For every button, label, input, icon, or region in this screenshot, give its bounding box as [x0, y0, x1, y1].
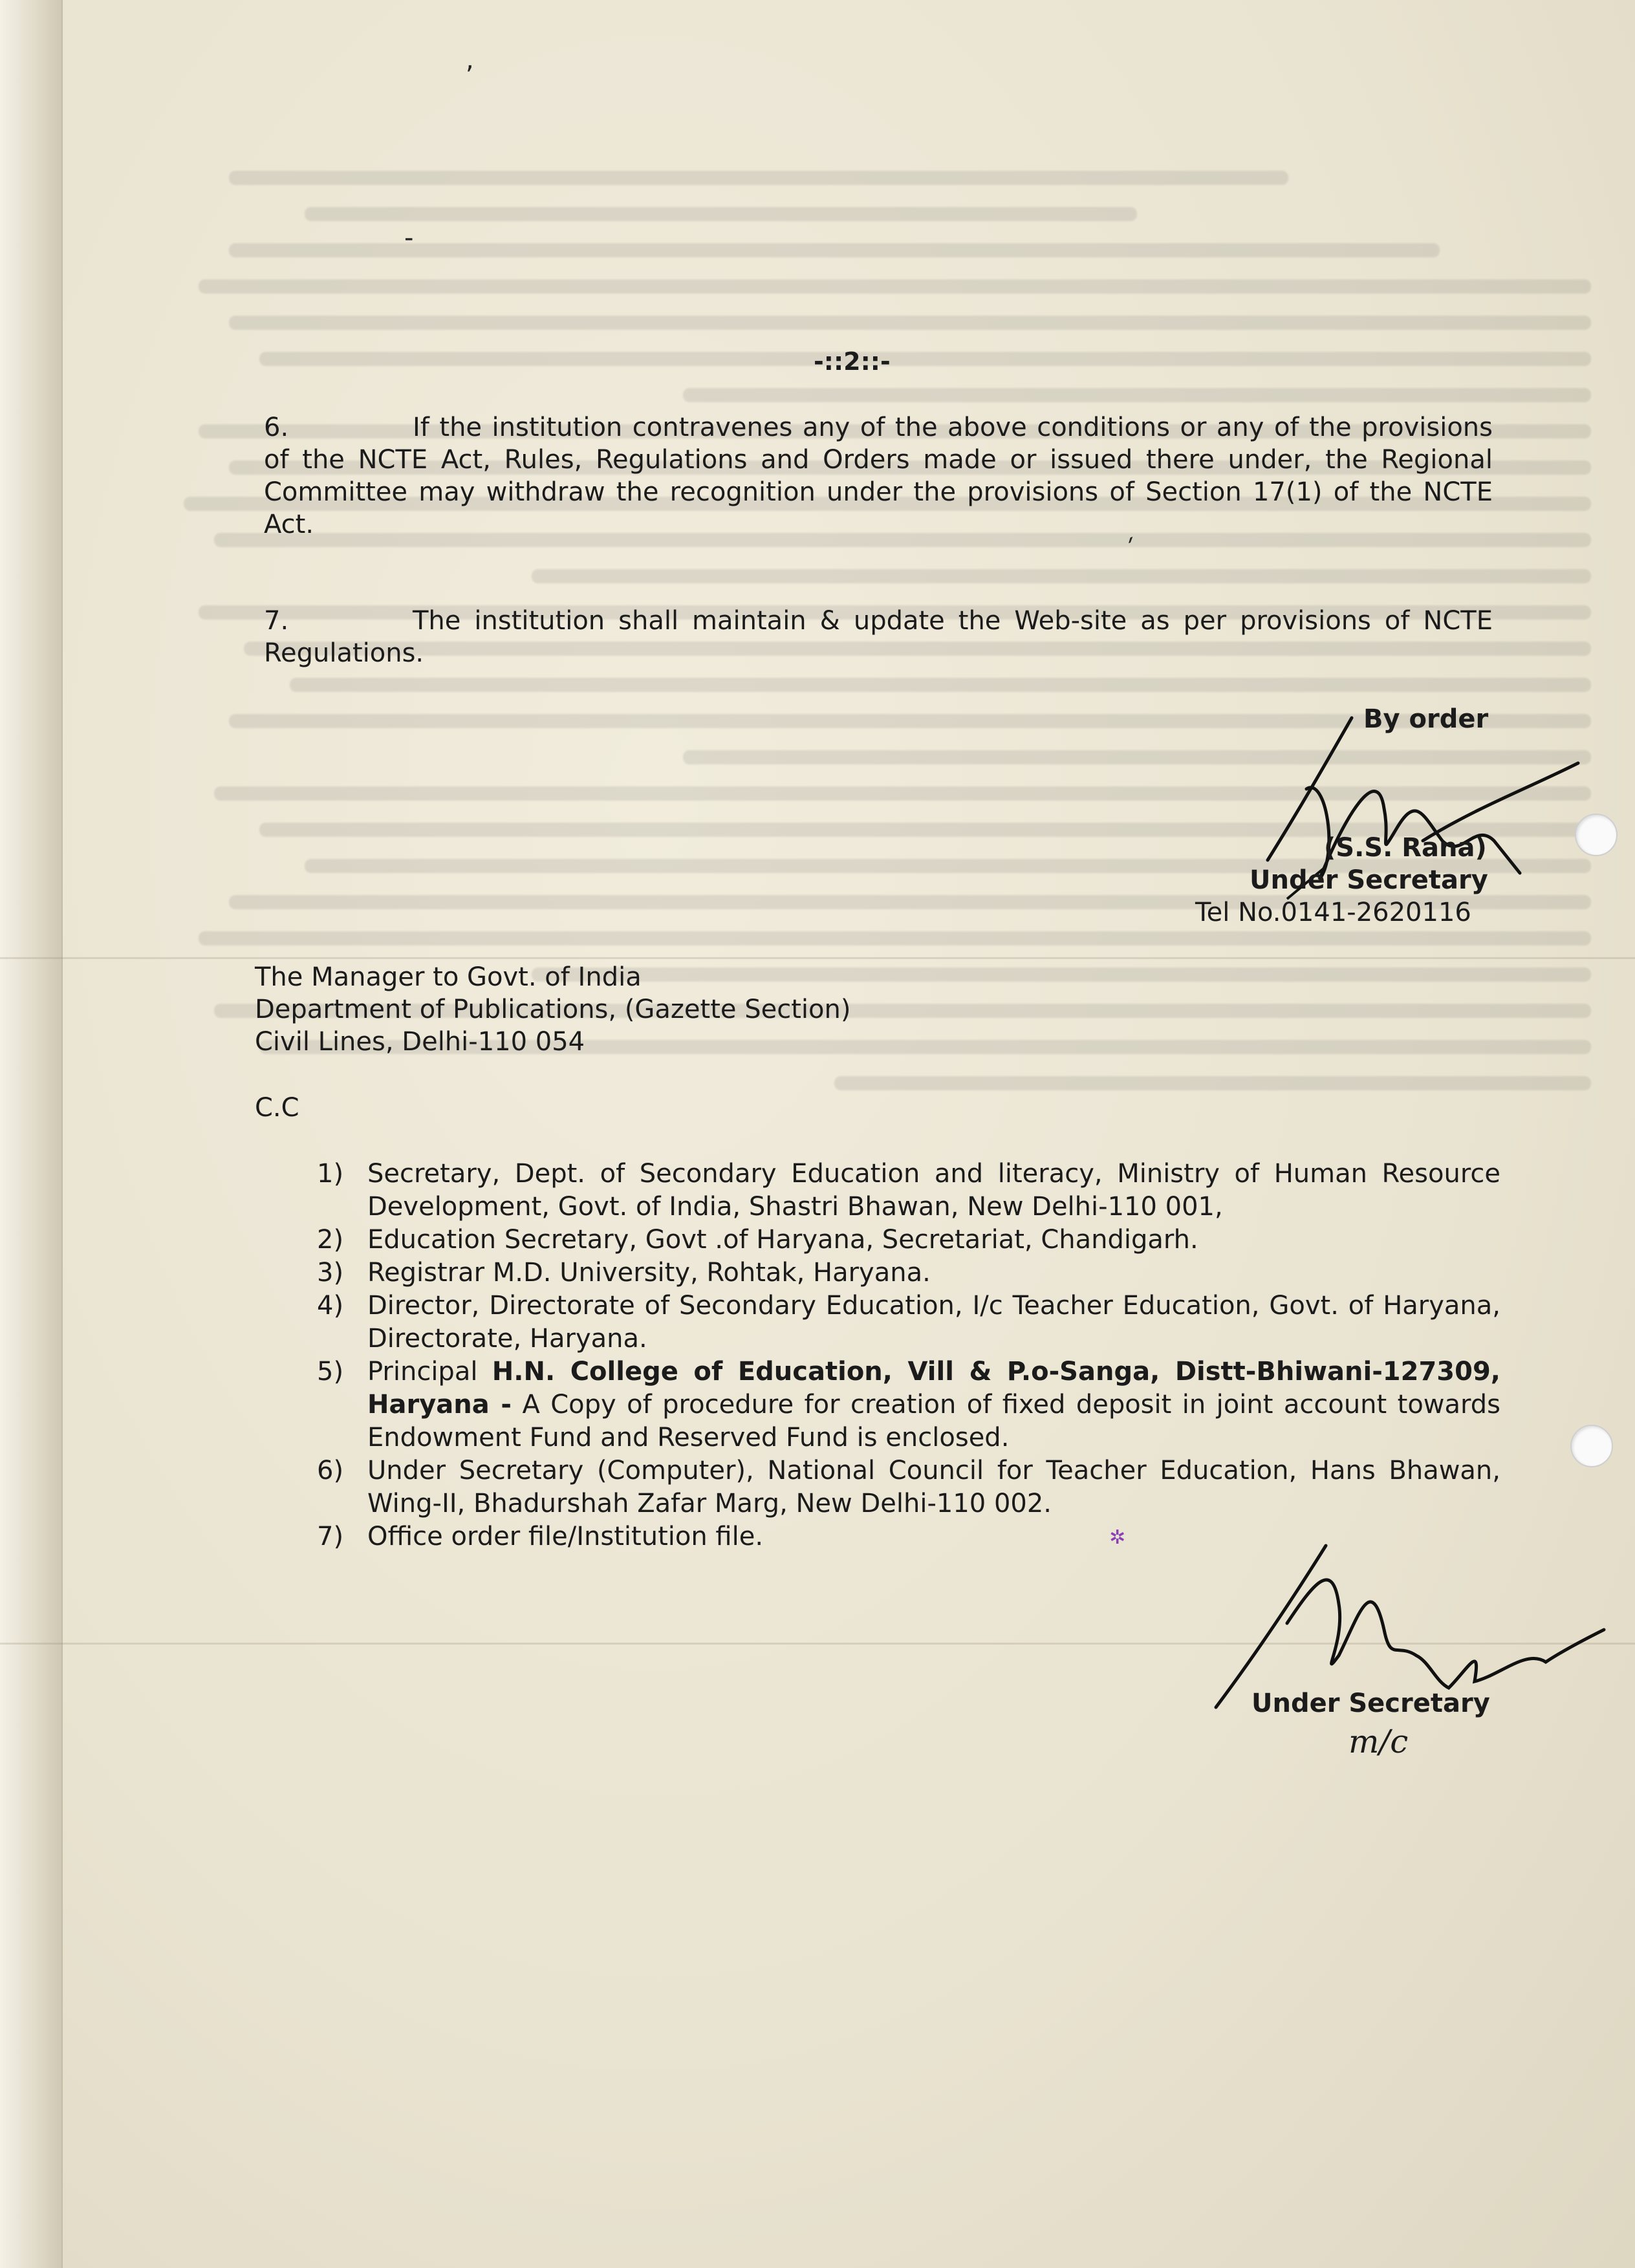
footer-designation: Under Secretary [1251, 1689, 1490, 1718]
signatory-designation: Under Secretary [1250, 865, 1488, 895]
cc-item-text: Education Secretary, Govt .of Haryana, Secretariat, Chandigarh. [367, 1225, 1198, 1255]
paragraph-number: 6. [264, 413, 289, 442]
addressee-line-3: Civil Lines, Delhi-110 054 [255, 1027, 585, 1057]
cc-heading: C.C [255, 1093, 299, 1123]
signatory-name: (S.S. Rana) [1324, 833, 1487, 863]
cc-item-text: Director, Directorate of Secondary Education, I/c Teacher Education, Govt. of Haryana, Directorate, Haryana. [367, 1291, 1500, 1354]
cc-item-number: 4) [317, 1291, 344, 1321]
cc-item-text: Office order file/Institution file. [367, 1522, 764, 1551]
paragraph-6 [264, 411, 1493, 541]
cc-item-number: 3) [317, 1258, 344, 1288]
paragraph-7 [264, 605, 1493, 669]
page-number: -::2::- [814, 347, 891, 376]
addressee-line-2: Department of Publications, (Gazette Section) [255, 995, 851, 1024]
telephone-number: Tel No.0141-2620116 [1195, 898, 1471, 927]
cc-item-number: 6) [317, 1456, 344, 1485]
cc-item-number: 1) [317, 1159, 344, 1189]
cc-item-text: Registrar M.D. University, Rohtak, Haryana. [367, 1258, 931, 1288]
cc-list [317, 1158, 1500, 1553]
stray-mark: - [404, 223, 414, 253]
cc-item [317, 1158, 1500, 1224]
ink-dot: ✲ [1109, 1526, 1126, 1549]
cc-item-text: Secretary, Dept. of Secondary Education and literacy, Ministry of Human Resource Development, Govt. of India, Shastri Bhawan, New Delhi-110 001, [367, 1159, 1500, 1222]
cc-item-text: A Copy of procedure for creation of fixed deposit in joint account towards Endowment Fund and Reserved Fund is enclosed. [367, 1390, 1501, 1453]
cc-item-number: 7) [317, 1522, 344, 1551]
institution-name: H.N. College of Education, Vill & P.o-Sanga, Distt-Bhiwani-127309, Haryana - [367, 1357, 1500, 1420]
cc-item [317, 1355, 1500, 1454]
cc-item [317, 1257, 1500, 1290]
cc-item [317, 1454, 1500, 1520]
cc-item [317, 1224, 1500, 1257]
cc-item-number: 5) [317, 1357, 344, 1387]
paragraph-number: 7. [264, 606, 289, 636]
cc-item-text: Under Secretary (Computer), National Council for Teacher Education, Hans Bhawan, Wing-II, Bhadurshah Zafar Marg, New Delhi-110 002. [367, 1456, 1500, 1518]
by-order-label: By order [1363, 704, 1489, 734]
punch-hole [1570, 1425, 1613, 1467]
cc-item-number: 2) [317, 1225, 344, 1255]
addressee-line-1: The Manager to Govt. of India [255, 962, 642, 992]
cc-item [317, 1290, 1500, 1355]
cc-item-prefix: Principal [367, 1357, 492, 1387]
paragraph-text: If the institution contravenes any of the above conditions or any of the provisions of the NCTE Act, Rules, Regulations and Orders made or issued there under, the Regional Committee may withdraw the recognition under the provisions of Section 17(1) of the NCTE Act. [264, 413, 1493, 539]
paper-fold [0, 957, 1635, 959]
paragraph-text: The institution shall maintain & update the Web-site as per provisions of NCTE Regulations. [264, 606, 1493, 668]
handwritten-note: m/c [1348, 1723, 1409, 1760]
page-binding-edge [0, 0, 63, 2268]
stray-mark: , [466, 45, 474, 75]
stray-mark: ˏ [1114, 512, 1137, 546]
